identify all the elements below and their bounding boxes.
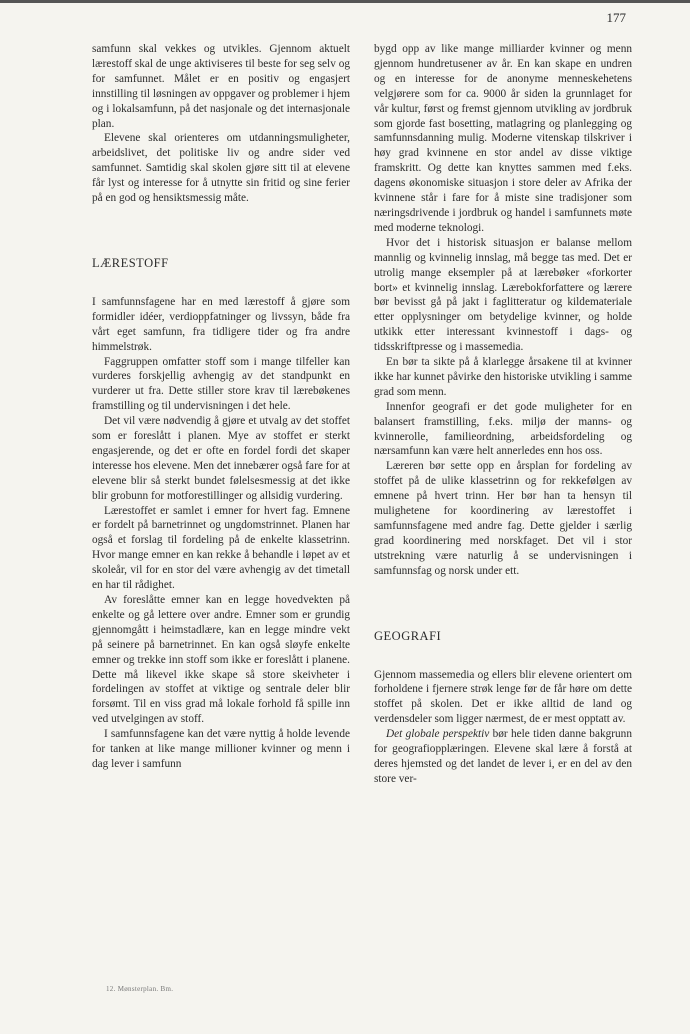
paragraph: Elevene skal orienteres om utdanningsmuligheter, arbeidslivet, det politiske liv og andre sider ved samfunnet. Samtidig skal skolen gjøre sitt til at elevene får lyst og interesse for å utnytte sin fritid og sine ferier på en god og hensiktsmessig måte. [92, 132, 350, 205]
paragraph: Det vil være nødvendig å gjøre et utvalg av det stoffet som er foreslått i planen. Mye av stoffet er sterkt engasjerende, og det er ofte en fordel fordi det skaper interesse hos elevene. Men det innebærer også fare for at elevene blir så sterkt bundet følelsesmessig at det ikke blir grobunn for motforestillinger og allsidig vurdering. [92, 415, 350, 502]
paragraph: samfunn skal vekkes og utvikles. Gjennom aktuelt lærestoff skal de unge aktiviseres til beste for seg selv og for samfunnet. Målet er en positiv og engasjert innstilling til løsningen av oppgaver og problemer i hjem og i lokalsamfunn, på det nasjonale og det internasjonale plan. [92, 43, 350, 130]
section-heading-laerestoff: LÆRESTOFF [92, 255, 169, 270]
top-rule [0, 0, 690, 3]
paragraph: Lærestoffet er samlet i emner for hvert fag. Emnene er fordelt på barnetrinnet og ungdomstrinnet. Planen har også et forslag til fordeling på de enkelte klassetrinn. Hvor mange emner en kan rekke å behandle i løpet av et skoleår, vil for en stor del være avhengig av det timetall en har til rådighet. [92, 504, 350, 592]
left-column [92, 42, 350, 772]
paragraph: Hvor det i historisk situasjon er balanse mellom mannlig og kvinnelig innslag, må begge tas med. Det er utrolig mange eksempler på at lærebøker «forkorter bort» et kvinnelig innslag. Lærebokforfattere og lærere bør bevisst gå på jakt i faglitteratur og kildemateriale etter opplysninger om betydelige kvinner, og holde utkikk etter interessant kvinnestoff i dags- og tidsskriftpresse og i massemedia. [374, 236, 632, 354]
paragraph: I samfunnsfagene kan det være nyttig å holde levende for tanken at like mange millioner kvinner og menn i dag lever i samfunn [92, 728, 350, 770]
paragraph: Innenfor geografi er det gode muligheter for en balansert framstilling, f.eks. miljø der manns- og kvinnerolle, familieordning, arbeidsfordeling og nærsamfunn kan være helt annerledes enn hos oss. [374, 400, 632, 458]
paragraph: Gjennom massemedia og ellers blir elevene orientert om forholdene i fjernere strøk lenge før de får høre om dette stoffet på skolen. Det er ikke alltid de land og verdensdeler som ligger nærmest, de er mest opptatt av. [374, 668, 632, 726]
paragraph: Faggruppen omfatter stoff som i mange tilfeller kan vurderes forskjellig avhengig av det standpunkt en vurderer ut fra. Dette stiller store krav til lærebøkenes framstilling og til undervisningen i det hele. [92, 355, 350, 413]
section-heading-geografi: GEOGRAFI [374, 628, 442, 643]
paragraph: Læreren bør sette opp en årsplan for fordeling av stoffet på de ulike klassetrinn og for rekkefølgen av emnene på hvert trinn. Her bør han ta hensyn til mulighetene for koordinering av lærestoffet i samfunnsfagene med andre fag. Dette gjelder i særlig grad koordinering med norskfaget. Det vil i stor utstrekning være naturlig å se undervisningen i samfunnsfag og norsk under ett. [374, 460, 632, 577]
paragraph: I samfunnsfagene har en med lærestoff å gjøre som formidler idéer, verdioppfatninger og livssyn, både fra vårt eget samfunn, fra tidligere tider og fra andre himmelstrøk. [92, 295, 350, 353]
emphasis-phrase: Det globale perspektiv [386, 728, 490, 741]
right-column [374, 42, 632, 787]
paragraph [374, 727, 632, 787]
footer-note: 12. Mønsterplan. Bm. [106, 985, 174, 993]
paragraph: En bør ta sikte på å klarlegge årsakene til at kvinner ikke har kunnet påvirke den historiske utvikling i samme grad som menn. [374, 356, 632, 398]
page-number: 177 [606, 10, 626, 25]
paragraph: bygd opp av like mange milliarder kvinner og menn gjennom hundretusener av år. En kan skape en undren og en interesse for de anonyme menneskehetens velgjørere som for ca. 9000 år siden la grunnlaget for vår kultur, først og fremst gjennom utvikling av jordbruk som gjorde fast bosetting, matlagring og planlegging og samfunnsdanning mulig. Moderne vitenskap tilskriver i høy grad kvinnene en stor andel av disse viktige framskritt. Og dette kan knyttes sammen med f.eks. dagens økonomiske situasjon i store deler av Afrika der kvinnene står i fare for å miste sine tradisjoner som næringsdrivende i jordbruk og handel i samfunnets møte med moderne teknologi. [374, 43, 632, 234]
paragraph-text: bør hele tiden danne bakgrunn for geografiopplæringen. Elevene skal lære å forstå at deres hjemsted og det landet de lever i, er en del av den store ver- [374, 728, 632, 785]
paragraph: Av foreslåtte emner kan en legge hovedvekten på enkelte og gå lettere over andre. Emner som er grundig gjennomgått i heimstadlære, kan en legge mindre vekt på seinere på barnetrinnet. En kan også sløyfe enkelte emner og trekke inn stoff som ikke er foreslått i planene. Dette må likevel ikke skape så store skeivheter i fordelingen av stoffet at viktige og sentrale deler blir forsømt. Til en viss grad må lokale forhold få spille inn ved utvelgingen av stoff. [92, 594, 350, 726]
